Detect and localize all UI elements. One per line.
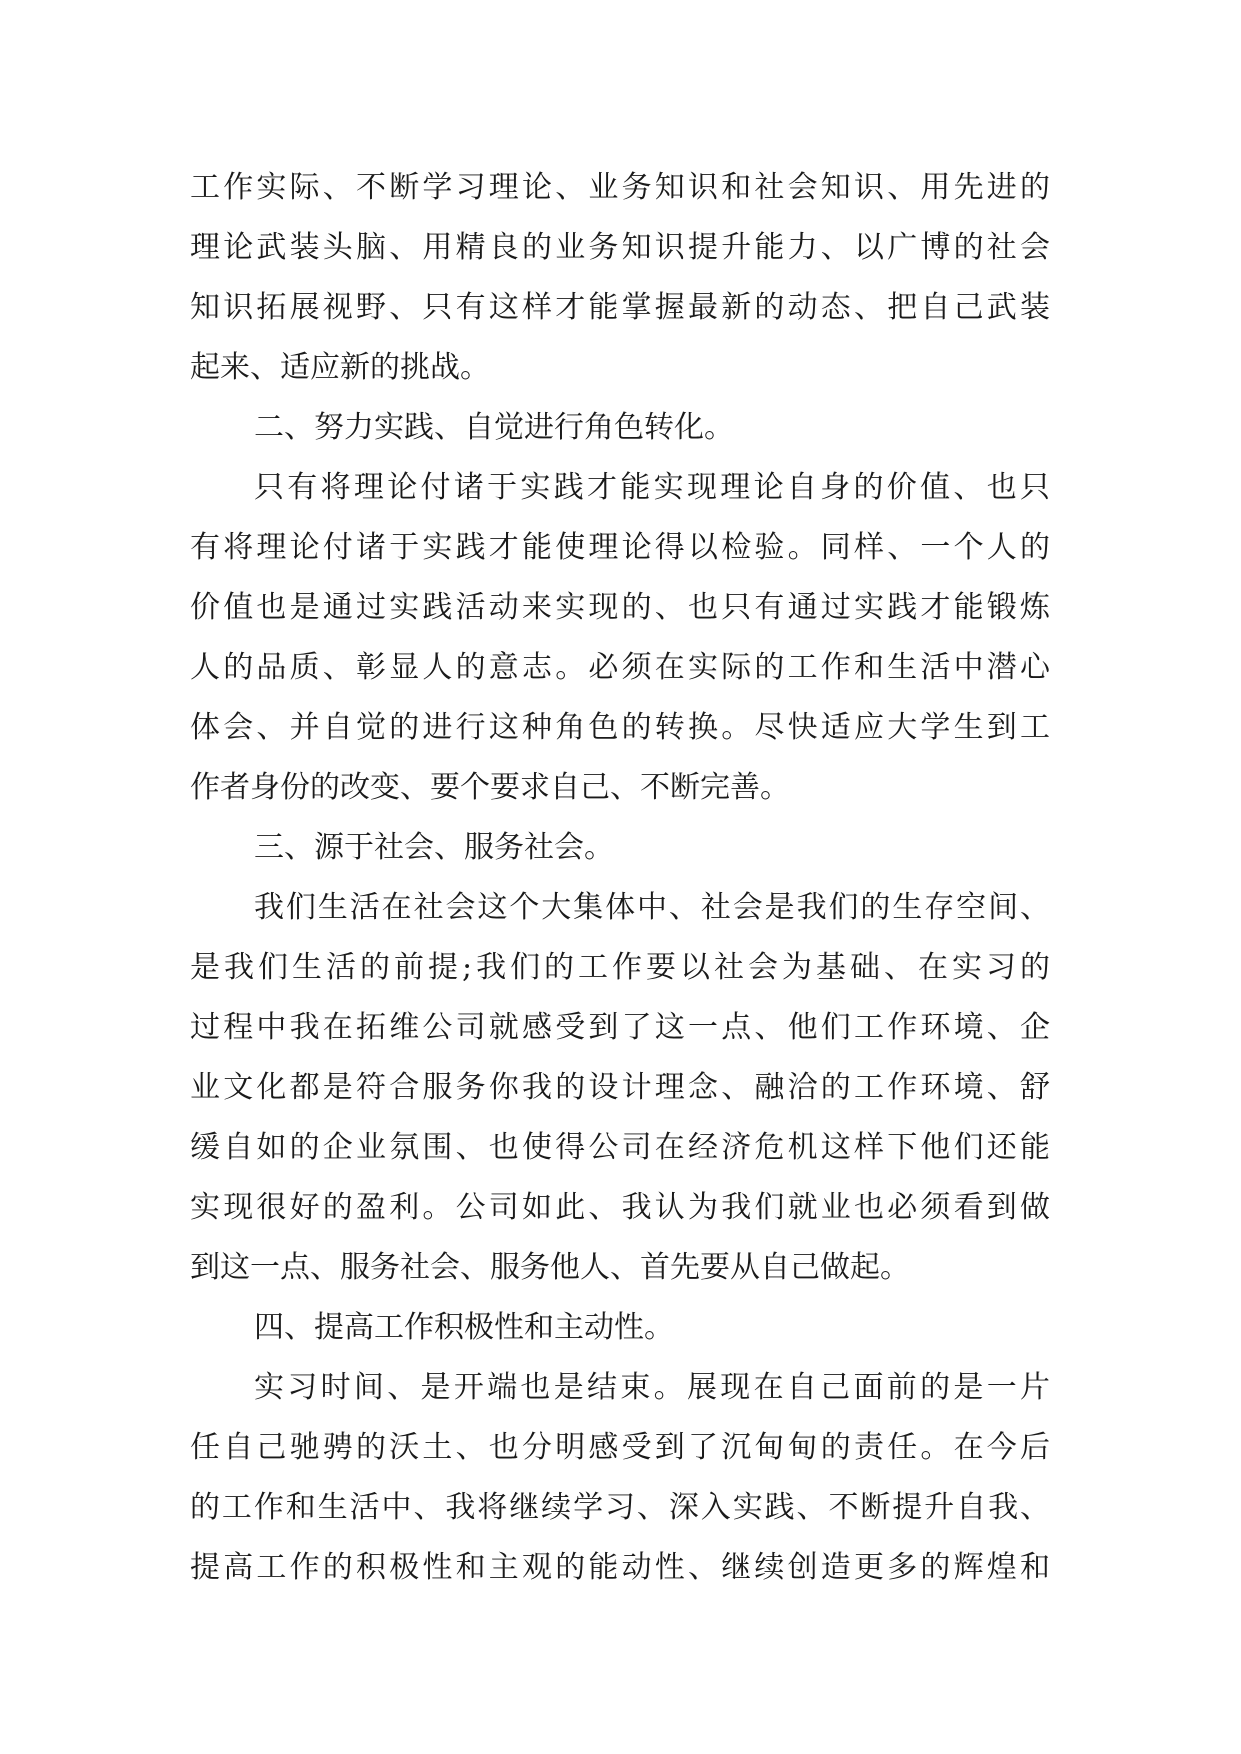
text-line: 到这一点、服务社会、服务他人、首先要从自己做起。	[190, 1250, 910, 1285]
section-heading: 四、提高工作积极性和主动性。	[254, 1310, 674, 1345]
text-line: 任自己驰骋的沃土、也分明感受到了沉甸甸的责任。在今后	[190, 1430, 1050, 1465]
text-line: 提高工作的积极性和主观的能动性、继续创造更多的辉煌和	[190, 1550, 1050, 1585]
section-heading: 三、源于社会、服务社会。	[254, 830, 614, 865]
text-line: 理论武装头脑、用精良的业务知识提升能力、以广博的社会	[190, 230, 1050, 265]
text-line: 业文化都是符合服务你我的设计理念、融洽的工作环境、舒	[190, 1070, 1050, 1105]
text-line: 价值也是通过实践活动来实现的、也只有通过实践才能锻炼	[190, 590, 1050, 625]
text-line: 作者身份的改变、要个要求自己、不断完善。	[190, 770, 790, 805]
text-line: 过程中我在拓维公司就感受到了这一点、他们工作环境、企	[190, 1010, 1050, 1045]
text-line: 实习时间、是开端也是结束。展现在自己面前的是一片	[254, 1370, 1050, 1405]
section-heading: 二、努力实践、自觉进行角色转化。	[254, 410, 734, 445]
text-line: 起来、适应新的挑战。	[190, 350, 490, 385]
text-line: 有将理论付诸于实践才能使理论得以检验。同样、一个人的	[190, 530, 1050, 565]
text-line: 实现很好的盈利。公司如此、我认为我们就业也必须看到做	[190, 1190, 1050, 1225]
text-line: 知识拓展视野、只有这样才能掌握最新的动态、把自己武装	[190, 290, 1050, 325]
text-line: 缓自如的企业氛围、也使得公司在经济危机这样下他们还能	[190, 1130, 1050, 1165]
text-line: 体会、并自觉的进行这种角色的转换。尽快适应大学生到工	[190, 710, 1050, 745]
text-line: 是我们生活的前提;我们的工作要以社会为基础、在实习的	[190, 950, 1050, 985]
document-body	[190, 158, 1050, 1598]
text-line: 工作实际、不断学习理论、业务知识和社会知识、用先进的	[190, 170, 1050, 205]
text-line: 我们生活在社会这个大集体中、社会是我们的生存空间、	[254, 890, 1050, 925]
text-line: 人的品质、彰显人的意志。必须在实际的工作和生活中潜心	[190, 650, 1050, 685]
text-line: 的工作和生活中、我将继续学习、深入实践、不断提升自我、	[190, 1490, 1050, 1525]
text-line: 只有将理论付诸于实践才能实现理论自身的价值、也只	[254, 470, 1050, 505]
